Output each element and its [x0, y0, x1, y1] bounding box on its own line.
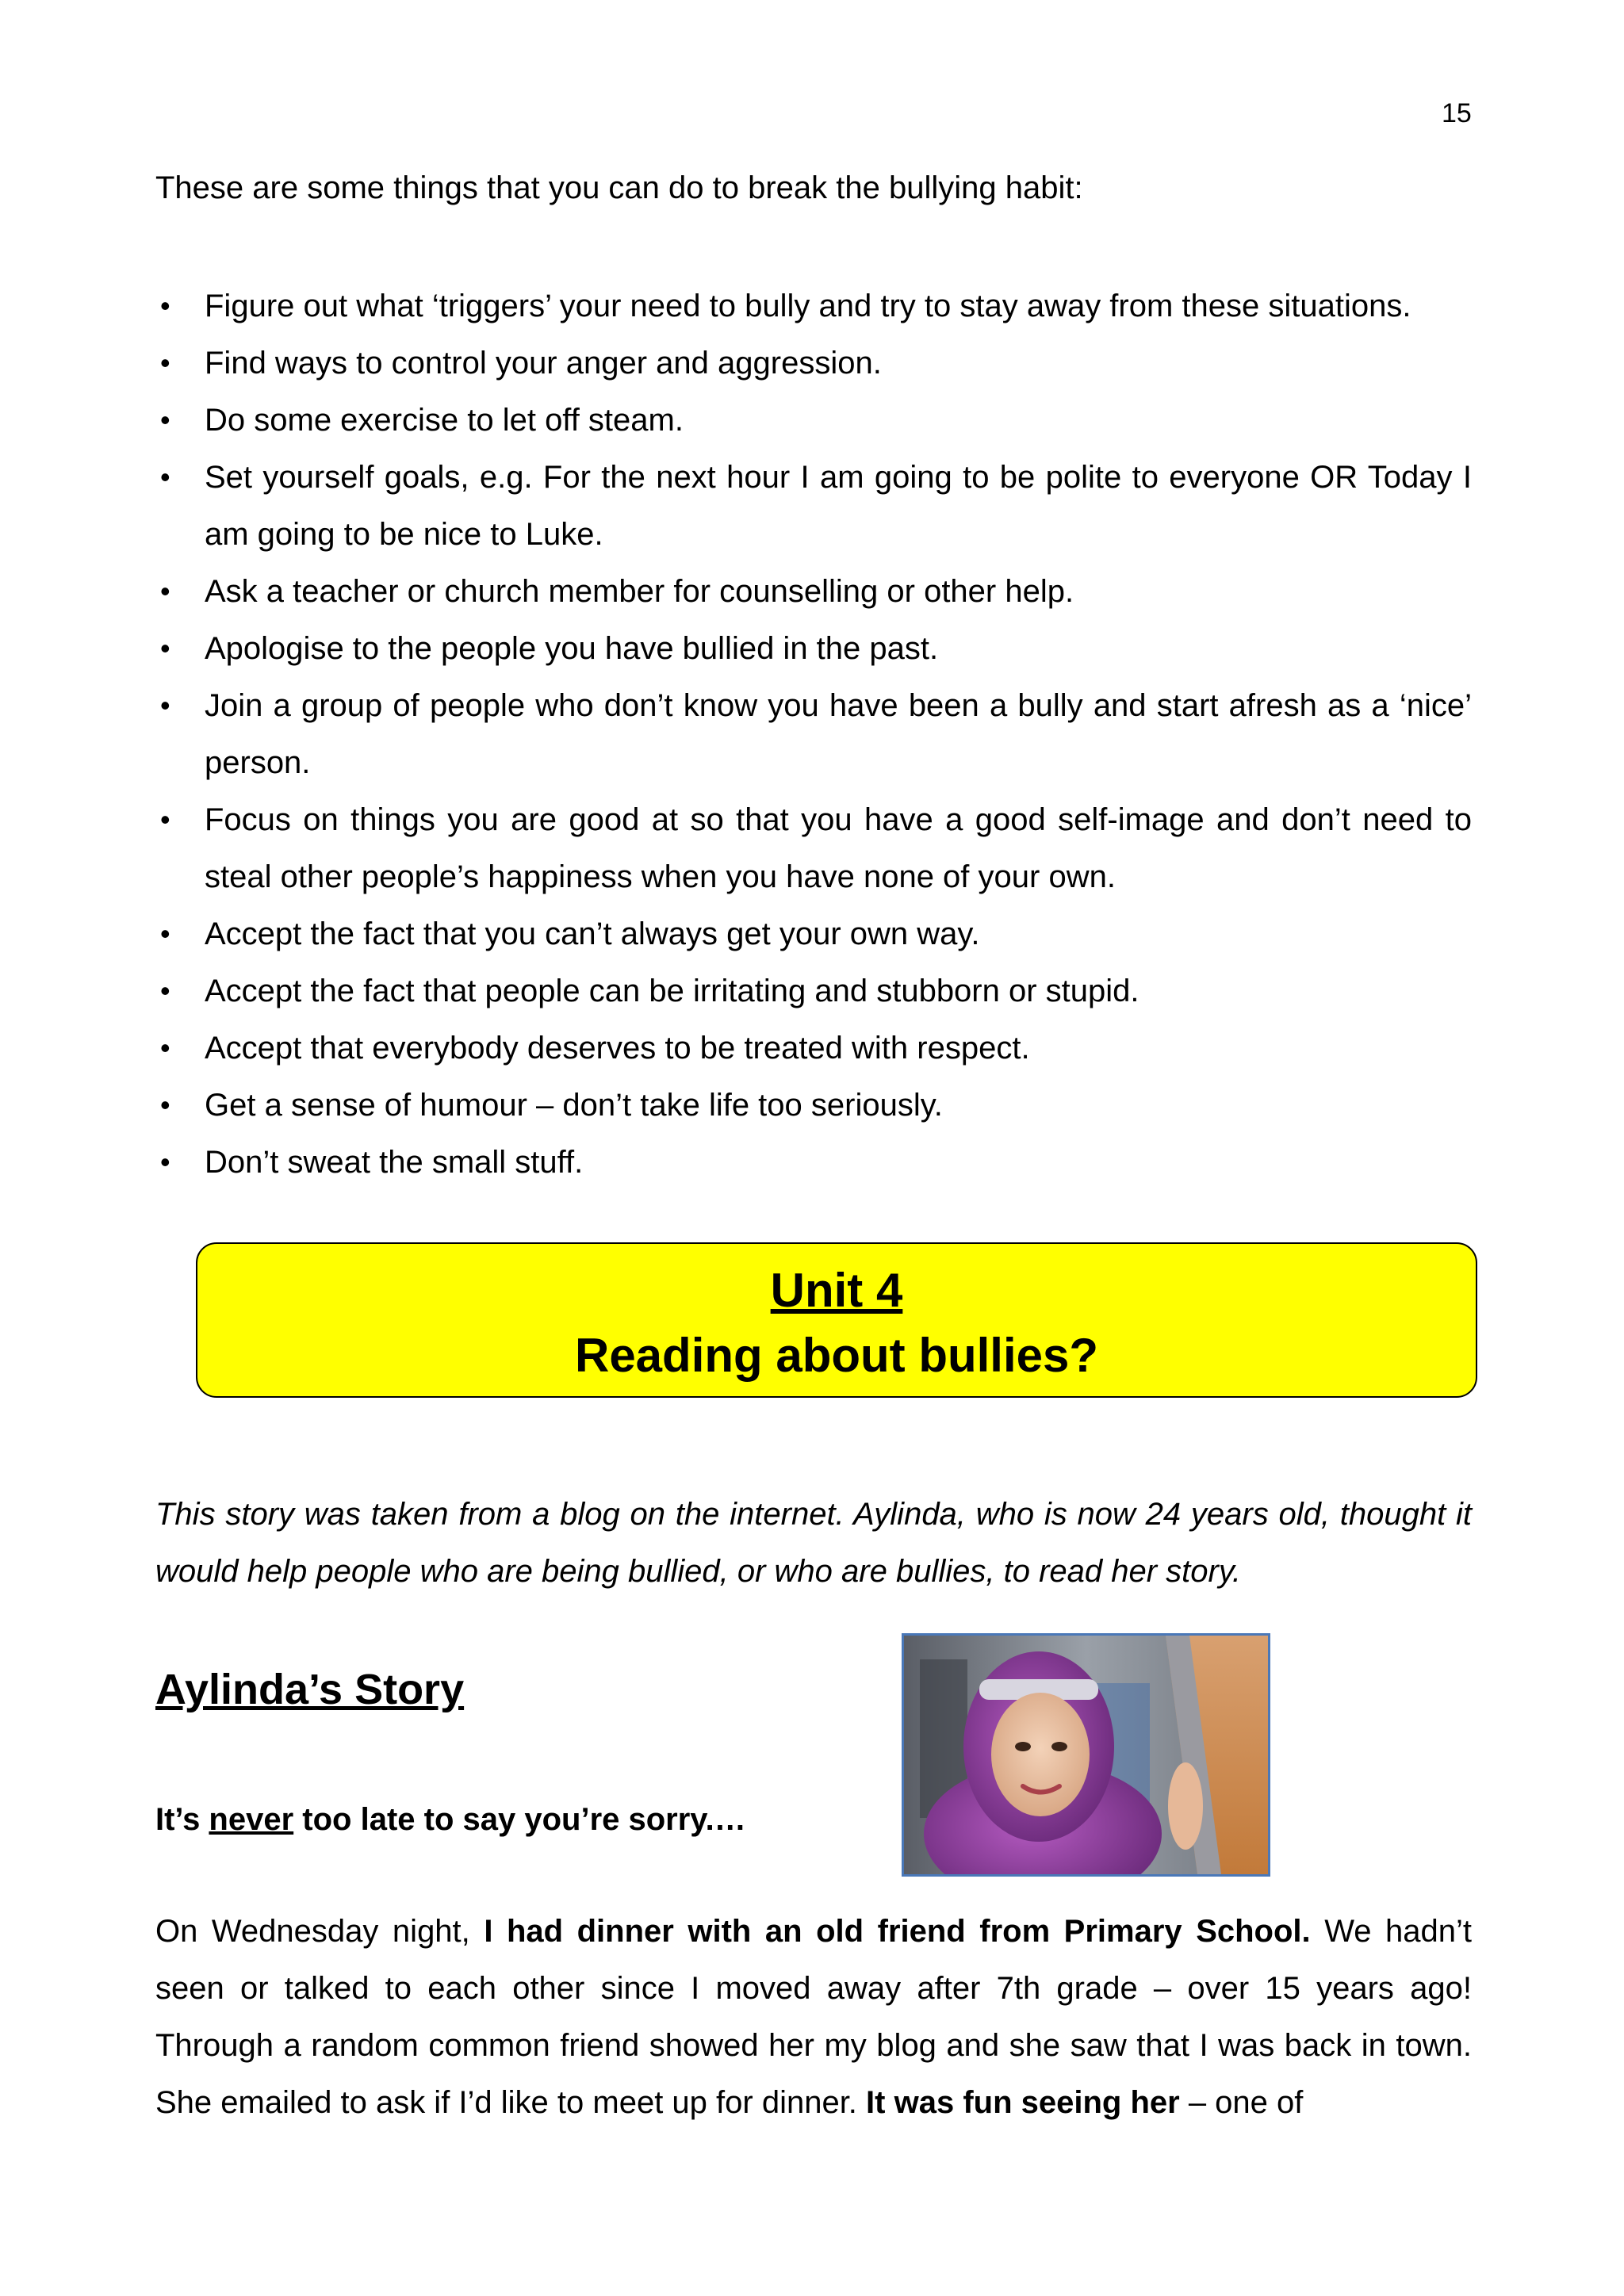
list-item: • Get a sense of humour – don’t take life too seriously. [155, 1077, 1472, 1134]
list-item: • Apologise to the people you have bullied in the past. [155, 620, 1472, 677]
list-item: • Don’t sweat the small stuff. [155, 1134, 1472, 1191]
list-item: • Set yourself goals, e.g. For the next hour I am going to be polite to everyone OR Today I am going to be nice to Luke. [155, 449, 1472, 563]
photo-illustration [904, 1636, 1268, 1874]
bullet-icon: • [160, 575, 170, 607]
list-item: • Join a group of people who don’t know you have been a bully and start afresh as a ‘nice’ person. [155, 677, 1472, 791]
intro-text: These are some things that you can do to break the bullying habit: [155, 170, 1083, 205]
list-item: • Ask a teacher or church member for counselling or other help. [155, 563, 1472, 620]
list-item: • Accept the fact that people can be irritating and stubborn or stupid. [155, 962, 1472, 1020]
bullet-icon: • [160, 917, 170, 950]
bullet-icon: • [160, 974, 170, 1007]
list-item: • Accept the fact that you can’t always get your own way. [155, 905, 1472, 962]
unit-subtitle: Reading about bullies? [574, 1329, 1099, 1382]
story-tagline: It’s never too late to say you’re sorry.… [155, 1802, 746, 1837]
bullet-icon: • [160, 346, 170, 379]
bullet-icon: • [160, 289, 170, 322]
unit-title: Unit 4 [770, 1264, 903, 1317]
bullet-icon: • [160, 1031, 170, 1064]
bullet-icon: • [160, 689, 170, 721]
list-item: • Focus on things you are good at so that you have a good self-image and don’t need to steal other people’s happiness when you have none of your own. [155, 791, 1472, 905]
bullet-icon: • [160, 632, 170, 664]
list-item: • Figure out what ‘triggers’ your need to bully and try to stay away from these situations. [155, 277, 1472, 335]
list-item: • Do some exercise to let off steam. [155, 392, 1472, 449]
bullet-list [155, 277, 1472, 1191]
story-intro: This story was taken from a blog on the internet. Aylinda, who is now 24 years old, thought it would help people who are being bullied, or who are bullies, to read her story. [155, 1497, 1472, 1589]
list-item: • Find ways to control your anger and aggression. [155, 335, 1472, 392]
woman-in-purple-hijab-photo [902, 1633, 1270, 1877]
bullet-icon: • [160, 461, 170, 493]
list-item: • Accept that everybody deserves to be treated with respect. [155, 1020, 1472, 1077]
bullet-icon: • [160, 1089, 170, 1121]
bullet-icon: • [160, 1146, 170, 1178]
story-body: On Wednesday night, I had dinner with an old friend from Primary School. We hadn’t seen or talked to each other since I moved away after 7th grade – over 15 years ago! Through a random common friend showed her my blog and she saw that I was back in town. She emailed to ask if I’d like to meet up for dinner. It was fun seeing her – one of [155, 1914, 1472, 2120]
page-number: 15 [1442, 98, 1472, 128]
bullet-icon: • [160, 404, 170, 436]
story-title: Aylinda’s Story [155, 1666, 465, 1713]
tagline-emphasis: never [209, 1802, 294, 1837]
unit-heading-box [196, 1242, 1477, 1398]
bullet-icon: • [160, 803, 170, 836]
